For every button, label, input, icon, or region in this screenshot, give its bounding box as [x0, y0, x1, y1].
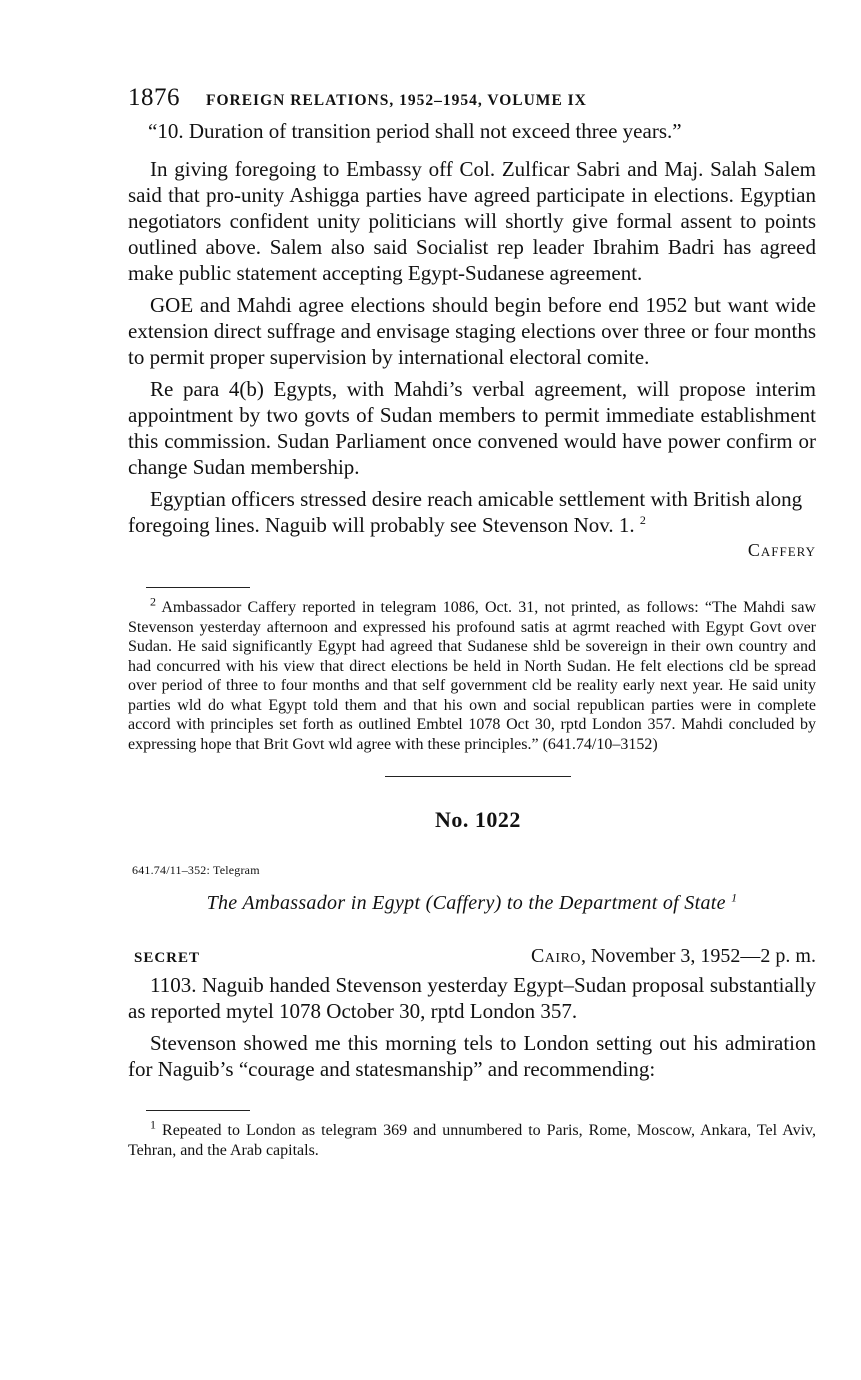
footnote-rule — [146, 1110, 250, 1111]
paragraph: Re para 4(b) Egypts, with Mahdi’s verbal agreement, will propose interim appointment by two govts of Sudan members to permit immediate establishment this commission. Sudan Parliament once convened would have power confirm or change Sudan membership. — [128, 377, 816, 479]
footnote-marker: 2 — [150, 594, 156, 609]
heading-text: The Ambassador in Egypt (Caffery) to the Department of State — [206, 892, 726, 914]
classification-label: SECRET — [134, 950, 201, 966]
footnote-ref[interactable]: 1 — [731, 890, 738, 905]
running-head — [128, 84, 816, 118]
paragraph: In giving foregoing to Embassy off Col. Zulficar Sabri and Maj. Salah Salem said that pro-unity Ashigga parties have agreed participate in elections. Egyptian negotiators confident unity politicians will shortly give formal assent to points outlined above. Salem also said Socialist rep leader Ibrahim Badri has agreed make public statement accepting Egypt-Sudanese agreement. — [128, 157, 816, 285]
section-divider — [385, 776, 571, 777]
document-number: No. 1022 — [435, 807, 521, 832]
paragraph-text: Egyptian officers stressed desire reach amicable settlement with British along foregoing lines. Naguib will probably see Stevenson Nov. 1. — [128, 487, 803, 537]
dateline — [134, 945, 816, 968]
paragraph — [128, 486, 816, 538]
document-page — [128, 84, 816, 1160]
quoted-point-10: “10. Duration of transition period shall not exceed three years.” — [148, 119, 682, 143]
footnote-text: Repeated to London as telegram 369 and unnumbered to Paris, Rome, Moscow, Ankara, Tel Aviv, Tehran, and the Arab capitals. — [128, 1122, 817, 1159]
paragraph: GOE and Mahdi agree elections should begin before end 1952 but want wide extension direct suffrage and envisage staging elections over three or four months to permit proper supervision by international electoral comite. — [128, 293, 816, 369]
running-title: FOREIGN RELATIONS, 1952–1954, VOLUME IX — [206, 92, 587, 109]
file-reference: 641.74/11–352: Telegram — [132, 863, 260, 877]
footnote-ref[interactable]: 2 — [639, 513, 646, 527]
footnote-marker: 1 — [150, 1117, 156, 1132]
footnote-text: Ambassador Caffery reported in telegram 1086, Oct. 31, not printed, as follows: “The Mahdi saw Stevenson yesterday afternoon and expressed his profound satis at agrmt reached with Egypt Govt over Sudan. He said significantly Egypt had agreed that Sudanese shld be sovereign in their own country and had concurred with his view that direct elections be held in North Sudan. He felt elections cld be spread over period of three to four months and that self government cld be reality early next year. He said unity parties wld do what Egypt told them and that his own and social republican parties were in complete accord with principles set forth as outlined Embtel 1078 Oct 30, rptd London 357. Mahdi concluded by expressing hope that Brit Govt wld agree with these principles.” (641.74/10–3152) — [128, 599, 816, 753]
document-heading — [128, 892, 816, 915]
footnote-1 — [128, 1117, 817, 1160]
footnote-2 — [128, 594, 816, 754]
page-number: 1876 — [128, 84, 180, 111]
city: Cairo — [530, 945, 582, 967]
place-date — [531, 945, 816, 968]
section-body — [128, 118, 816, 538]
telegram-body — [128, 972, 816, 1082]
footnote-rule — [146, 587, 250, 588]
paragraph: 1103. Naguib handed Stevenson yesterday Egypt–Sudan proposal substantially as reported mytel 1078 October 30, rptd London 357. — [128, 973, 816, 1023]
signature: Caffery — [747, 540, 816, 560]
date: , November 3, 1952—2 p. m. — [581, 945, 816, 967]
paragraph: Stevenson showed me this morning tels to London setting out his admiration for Naguib’s “courage and statesmanship” and recommending: — [128, 1031, 816, 1081]
